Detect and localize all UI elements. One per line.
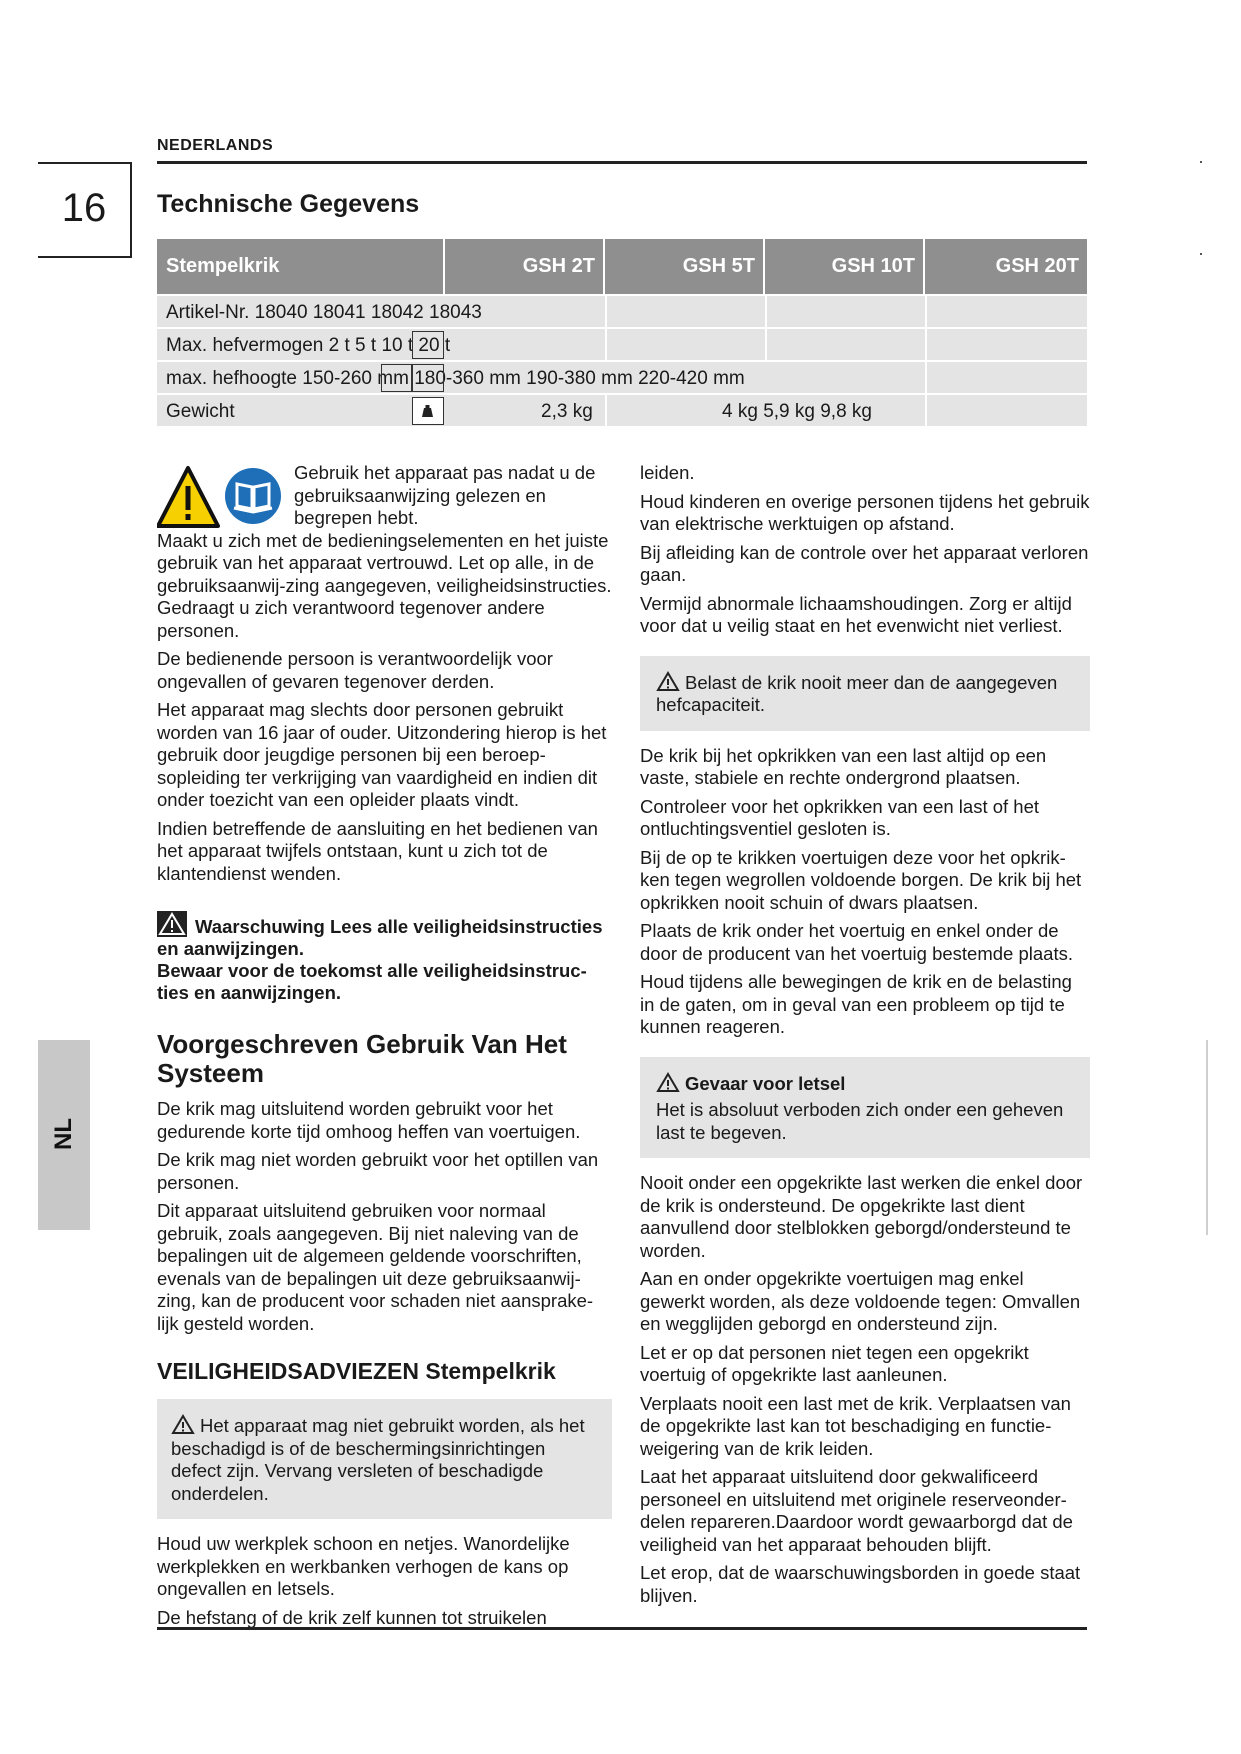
paragraph: Nooit onder een opgekrikte last werken die enkel door de krik is ondersteund. De opgekrikte last dient aanvullend door stelblokken geborgd/ondersteund te worden. xyxy=(640,1172,1083,1261)
warning-and-manual-icons xyxy=(157,464,282,534)
paragraph: Bij de op te krikken voertuigen deze voor het opkrik-ken tegen wegrollen voldoende borgen. De krik bij het opkrikken nooit schuin of dwars plaatsen. xyxy=(640,846,1082,913)
spec-table xyxy=(157,239,1087,426)
paragraph: Houd tijdens alle bewegingen de krik en de belasting in de gaten, om in geval van een probleem op tijd te kunnen reageren. xyxy=(640,971,1072,1037)
paragraph: Plaats de krik onder het voertuig en enkel onder de door de producent van het voertuig bestemde plaats. xyxy=(640,920,1073,964)
paragraph: Houd uw werkplek schoon en netjes. Wanordelijke werkplekken en werkbanken verhogen de kans op ongevallen en letsels. xyxy=(157,1533,570,1599)
spec-header-gsh5t: GSH 5T xyxy=(605,239,765,294)
spec-row-text: max. hefhoogte 150-260 mm 180-360 mm 190-380 mm 220-420 mm xyxy=(166,368,745,389)
warning-triangle-icon xyxy=(656,671,680,692)
spec-header-product: Stempelkrik xyxy=(157,239,445,294)
spec-table-header-row xyxy=(157,239,1087,294)
margin-mark xyxy=(1200,161,1202,163)
page-title: Technische Gegevens xyxy=(157,190,420,218)
paragraph: Houd kinderen en overige personen tijdens het gebruik van elektrische werktuigen op afstand. xyxy=(640,490,1090,534)
danger-text: Het is absoluut verboden zich onder een geheven last te begeven. xyxy=(656,1099,1064,1143)
paragraph: Controleer voor het opkrikken van een last of het ontluchtingsventiel gesloten is. xyxy=(640,795,1040,839)
spec-row-height xyxy=(157,360,1087,393)
warning-triangle-icon xyxy=(656,1072,680,1093)
spec-header-gsh10t: GSH 10T xyxy=(765,239,925,294)
spec-row-text: Gewicht xyxy=(166,401,235,422)
paragraph: Let erop, dat de waarschuwingsborden in goede staat blijven. xyxy=(640,1562,1081,1606)
danger-title-row xyxy=(656,1072,1074,1096)
language-side-tab-label: NL xyxy=(50,1118,77,1150)
paragraph: De krik mag niet worden gebruikt voor het optillen van personen. xyxy=(157,1149,599,1193)
spec-header-gsh2t: GSH 2T xyxy=(445,239,605,294)
weight-icon xyxy=(412,397,444,425)
spec-weight-others: 4 kg 5,9 kg 9,8 kg xyxy=(722,401,872,422)
intro-paragraph: Maakt u zich met de bedieningselementen en het juiste gebruik van het apparaat vertrouwd. Let op alle, in de gebruiksaanwij-zing aangegeven, veiligheidsinstructies. Gedraagt u zich verantwoord tegenover andere personen. xyxy=(157,529,612,641)
section-title-intended-use: Voorgeschreven Gebruik Van Het Systeem xyxy=(157,1029,567,1088)
paragraph: De bedienende persoon is verantwoordelijk voor ongevallen of gevaren tegenover derden. xyxy=(157,648,553,692)
safety-warning-text: Waarschuwing Lees alle veiligheidsinstructies en aanwijzingen. xyxy=(157,916,603,959)
min-height-icon xyxy=(381,364,412,392)
spec-row-capacity xyxy=(157,327,1087,360)
top-rule xyxy=(157,161,1087,164)
paragraph: Laat het apparaat uitsluitend door gekwalificeerd personeel en uitsluitend met originele reserveonder-delen repareren.Daardoor wordt gewaarborgd dat de veiligheid van het apparaat behouden blijft. xyxy=(640,1466,1073,1555)
spec-header-gsh20t: GSH 20T xyxy=(995,255,1079,277)
intro-lead: Gebruik het apparaat pas nadat u de gebruiksaanwijzing gelezen en begrepen hebt. xyxy=(294,462,596,528)
notice-text: Belast de krik nooit meer dan de aangegeven hefcapaciteit. xyxy=(656,671,1058,715)
max-height-icon xyxy=(412,364,444,392)
left-column xyxy=(157,462,612,1635)
notice-text: Het apparaat mag niet gebruikt worden, als het beschadigd is of de beschermingsinrichtingen defect zijn. Vervang versleten of beschadigde onderdelen. xyxy=(171,1415,585,1504)
right-column xyxy=(640,462,1090,1613)
paragraph: Verplaats nooit een last met de krik. Verplaatsen van de opgekrikte last kan tot beschadiging en functie-weigering van de krik leiden. xyxy=(640,1392,1071,1459)
spec-row-weight xyxy=(157,393,1087,426)
edge-line xyxy=(1206,1040,1208,1235)
spec-row-article xyxy=(157,294,1087,327)
paragraph: Vermijd abnormale lichaamshoudingen. Zorg er altijd voor dat u veilig staat en het evenwicht niet verliest. xyxy=(640,592,1072,636)
paragraph: De hefstang of de krik zelf kunnen tot struikelen xyxy=(157,1606,547,1628)
page-number: 16 xyxy=(61,186,107,230)
notice-box xyxy=(640,656,1090,731)
paragraph: Dit apparaat uitsluitend gebruiken voor normaal gebruik, zoals aangegeven. Bij niet naleving van de bepalingen uit de algemeen geldende voorschriften, evenals van de bepalingen uit deze gebruiksaanwij-zing, kan de producent voor schaden niet aansprake-lijk gesteld worden. xyxy=(157,1200,594,1334)
safety-warning xyxy=(157,911,612,1004)
paragraph: De krik mag uitsluitend worden gebruikt voor het gedurende korte tijd omhoog heffen van voertuigen. xyxy=(157,1098,581,1142)
lift-capacity-icon xyxy=(412,331,444,359)
spec-row-text: Artikel-Nr. 18040 18041 18042 18043 xyxy=(166,302,482,323)
warning-icon xyxy=(157,911,187,937)
paragraph: Bij afleiding kan de controle over het apparaat verloren gaan. xyxy=(640,541,1089,585)
paragraph: Let er op dat personen niet tegen een opgekrikt voertuig of opgekrikte last aanleunen. xyxy=(640,1341,1029,1385)
spec-weight-gsh2t: 2,3 kg xyxy=(541,401,593,422)
language-heading: NEDERLANDS xyxy=(157,137,274,154)
safety-warning-text-2: Bewaar voor de toekomst alle veiligheidsinstruc-ties en aanwijzingen. xyxy=(157,960,587,1003)
paragraph: De krik bij het opkrikken van een last altijd op een vaste, stabiele en rechte ondergrond plaatsen. xyxy=(640,744,1047,788)
paragraph: Het apparaat mag slechts door personen gebruikt worden van 16 jaar of ouder. Uitzondering hierop is het gebruik door jeugdige personen bij een beroep-sopleiding ter verkrijging van vaardigheid en indien dit onder toezicht van een opleider plaats vindt. xyxy=(157,699,607,810)
warning-triangle-icon xyxy=(171,1414,195,1435)
notice-box xyxy=(157,1399,612,1519)
spec-row-text: Max. hefvermogen 2 t 5 t 10 t 20 t xyxy=(166,335,451,356)
paragraph: Indien betreffende de aansluiting en het bedienen van het apparaat twijfels ontstaan, kunt u zich tot de klantendienst wenden. xyxy=(157,817,598,884)
section-title-safety: VEILIGHEIDSADVIEZEN Stempelkrik xyxy=(157,1358,556,1384)
paragraph: Aan en onder opgekrikte voertuigen mag enkel gewerkt worden, als deze voldoende tegen: Omvallen en wegglijden geborgd en ondersteund zijn. xyxy=(640,1268,1081,1334)
bottom-rule xyxy=(157,1627,1087,1630)
margin-mark xyxy=(1200,253,1202,255)
intro-block xyxy=(157,462,612,530)
danger-box xyxy=(640,1057,1090,1159)
danger-title: Gevaar voor letsel xyxy=(685,1072,846,1094)
paragraph: leiden. xyxy=(640,462,695,483)
